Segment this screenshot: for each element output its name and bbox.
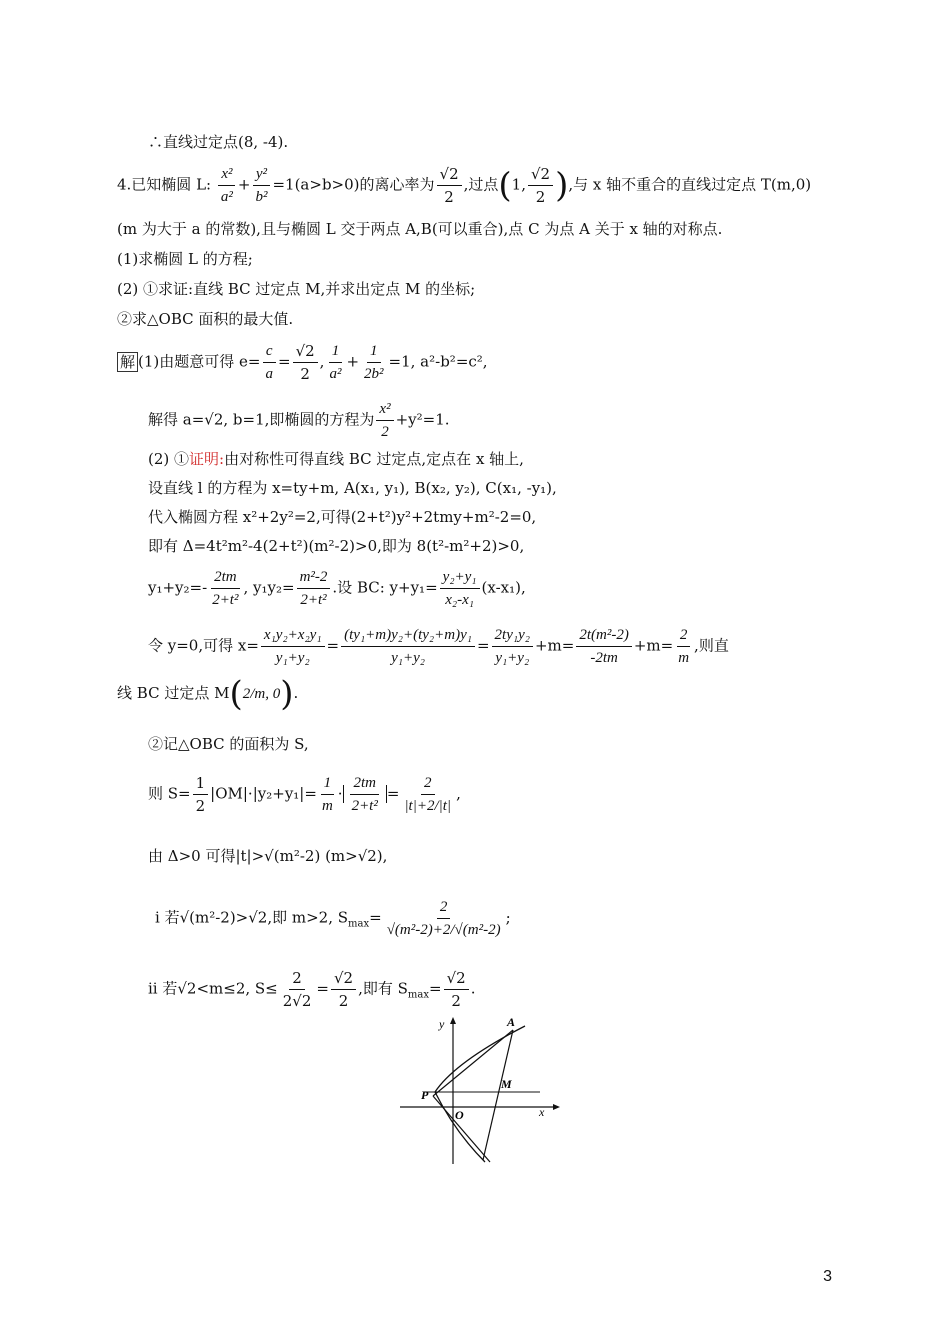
fraction-half: $\frac{1}{2}$ [193, 772, 209, 817]
fraction-c-a: $\frac{c}{a}$ [262, 340, 276, 385]
fraction-abs: $\frac{2tm}{\text{2+t²}}$ [349, 772, 381, 817]
area-definition: ②记△OBC 的面积为 S, [148, 735, 309, 753]
eccentricity-text: =1(a>b>0)的离心率为 [272, 175, 435, 194]
fixed-point-text: ,与 x 轴不重合的直线过定点 T(m,0) [568, 175, 812, 194]
fraction-2-2sqrt2: $\frac{2}{2√2}$ [282, 969, 312, 1010]
question-2-1: (2) ①求证:直线 BC 过定点 M,并求出定点 M 的坐标; [117, 280, 476, 298]
fraction-Smax: $\frac{2}{\text{√(m²-2)+2/√(m²-2)}}$ [384, 896, 504, 941]
case-ii: ii 若√2<m≤2, S≤ $\frac{2}{2√2}$ = $\frac{√2}{2}$ ,即有 $S_{max}=$ $\frac{√2}{2}$ . [148, 969, 476, 1010]
area-expression: 则 S= $\frac{1}{2}$ |OM|·|y₂+y₁|= $\frac{1}{m}$ · $\frac{2tm}{\text{2+t²}}$ = $\frac{2}{|t|+2/|t|}$ , [148, 774, 461, 815]
discriminant: 即有 Δ=4t²m²-4(2+t²)(m²-2)>0,即为 8(t²-m²+2)>0, [148, 537, 525, 555]
fraction-sqrt2-2: $\frac{√2}{2}$ [437, 163, 462, 208]
fraction-S: $\frac{2}{|t|+2/|t|}$ [401, 772, 454, 817]
label-O: O [455, 1108, 464, 1122]
fraction-sum: $\frac{2tm}{\text{2+t²}}$ [209, 566, 241, 611]
vieta-line: y₁+y₂=- $\frac{2tm}{\text{2+t²}}$ , y₁y₂= $\frac{\text{m²-2}}{\text{2+t²}}$ .设 BC: y+y₁= $\frac{\text{y₂+y₁}}{\text{x₂-x₁}}$ (x-x₁), [148, 566, 526, 611]
fraction-sqrt2-2-d: $\frac{√2}{2}$ [444, 967, 469, 1012]
problem-4-line: 4.已知椭圆 L: $\frac{\text{x²}}{\text{a²}}$ + $\frac{\text{y²}}{\text{b²}}$ =1(a>b>0)的离心率为 $\frac{√2}{2}$ ,过点(1, $\frac{√2}{2}$ ),与 x 轴不重合的直线过定点 T(m,0) [117, 165, 812, 206]
fraction-x3: $\frac{\text{2ty₁y₂}}{\text{y₁+y₂}}$ [492, 624, 533, 669]
x-axis-arrow [553, 1104, 560, 1110]
fraction-1-m: $\frac{1}{m}$ [319, 772, 336, 817]
solution-part-1: 解 (1)由题意可得 e= $\frac{c}{a}$ = $\frac{√2}{2}$ , $\frac{1}{\text{a²}}$ + $\frac{1}{\text{2b²}}$ =1, a²-b²=c², [117, 340, 488, 385]
label-y: y [439, 1017, 445, 1031]
solution-result-1: 解得 a=√2, b=1,即椭圆的方程为 $\frac{\text{x²}}{2}$ +y²=1. [148, 398, 450, 443]
point-coordinate: 1, [511, 175, 526, 194]
sqrt2: √2 [204, 410, 224, 429]
fraction-2-m: $\frac{2}{m}$ [675, 624, 692, 669]
fixed-point-M: 线 BC 过定点 M(2/m, 0). [117, 674, 299, 714]
line-equation: 设直线 l 的方程为 x=ty+m, A(x₁, y₁), B(x₂, y₂), C(x₁, -y₁), [148, 479, 557, 497]
label-P: P [421, 1088, 429, 1102]
label-x: x [539, 1105, 545, 1119]
M-coordinate: 2/m, 0 [242, 686, 281, 702]
fraction-slope: $\frac{\text{y₂+y₁}}{\text{x₂-x₁}}$ [440, 566, 480, 611]
case-i: i 若√(m²-2)>√2,即 m>2, $S_{max}=$ $\frac{2}{\text{√(m²-2)+2/√(m²-2)}}$ ; [155, 896, 511, 941]
y-axis-arrow [450, 1017, 456, 1024]
line-PB [433, 1096, 490, 1162]
fraction-x2: $\frac{\text{(ty₁+m)y₂+(ty₂+m)y₁}}{\text{y₁+y₂}}$ [341, 624, 475, 669]
solution-tag: 解 [117, 352, 138, 372]
problem-condition-line: (m 为大于 a 的常数),且与椭圆 L 交于两点 A,B(可以重合),点 C 为点 A 关于 x 轴的对称点. [117, 220, 723, 238]
fraction-sqrt2-2-c: $\frac{√2}{2}$ [331, 967, 356, 1012]
fraction-sqrt2-2-b: $\frac{√2}{2}$ [528, 163, 553, 208]
conclusion-line: ∴直线过定点(8, -4). [148, 133, 289, 151]
label-A: A [507, 1015, 516, 1029]
fraction-x2-2: $\frac{\text{x²}}{2}$ [376, 398, 393, 443]
x-intercept-line: 令 y=0,可得 x= $\frac{\text{x₁y₂+x₂y₁}}{\text{y₁+y₂}}$ = $\frac{\text{(ty₁+m)y₂+(ty₂+m)y₁}}{\text{y₁+y₂}}$ = $\frac{\text{2ty₁y₂}}{\text{y₁+y₂}}$ +m= $\frac{\text{2t(m²-2)}}{-2tm}$ +m= $\frac{2}{m}$ ,则直 [148, 624, 729, 669]
curve [435, 1026, 525, 1162]
problem-intro: 4.已知椭圆 L: [117, 175, 212, 194]
fraction-y2b2: $\frac{\text{y²}}{\text{b²}}$ [252, 163, 270, 208]
substitution: 代入椭圆方程 x²+2y²=2,可得(2+t²)y²+2tmy+m²-2=0, [148, 508, 537, 526]
proof-start: (2) ①证明:由对称性可得直线 BC 过定点,定点在 x 轴上, [148, 450, 524, 468]
fraction-x2a2: $\frac{\text{x²}}{\text{a²}}$ [218, 163, 236, 208]
fraction-x1: $\frac{\text{x₁y₂+x₂y₁}}{\text{y₁+y₂}}$ [261, 624, 325, 669]
question-1: (1)求椭圆 L 的方程; [117, 250, 253, 268]
proof-label: 证明: [189, 450, 225, 468]
delta-condition: 由 Δ>0 可得|t|>√(m²-2) (m>√2), [148, 847, 388, 865]
fraction-x4: $\frac{\text{2t(m²-2)}}{-2tm}$ [576, 624, 631, 669]
label-M: M [501, 1077, 512, 1091]
line-AC [483, 1030, 513, 1160]
fraction-1-a2: $\frac{1}{\text{a²}}$ [326, 340, 344, 385]
question-2-2: ②求△OBC 面积的最大值. [117, 310, 294, 328]
ellipse-figure [395, 1012, 565, 1172]
through-point-text: ,过点 [463, 175, 499, 194]
fraction-product: $\frac{\text{m²-2}}{\text{2+t²}}$ [297, 566, 331, 611]
page-number: 3 [823, 1268, 832, 1285]
fraction-1-2b2: $\frac{1}{\text{2b²}}$ [361, 340, 387, 385]
fraction-e-value: $\frac{√2}{2}$ [293, 340, 318, 385]
